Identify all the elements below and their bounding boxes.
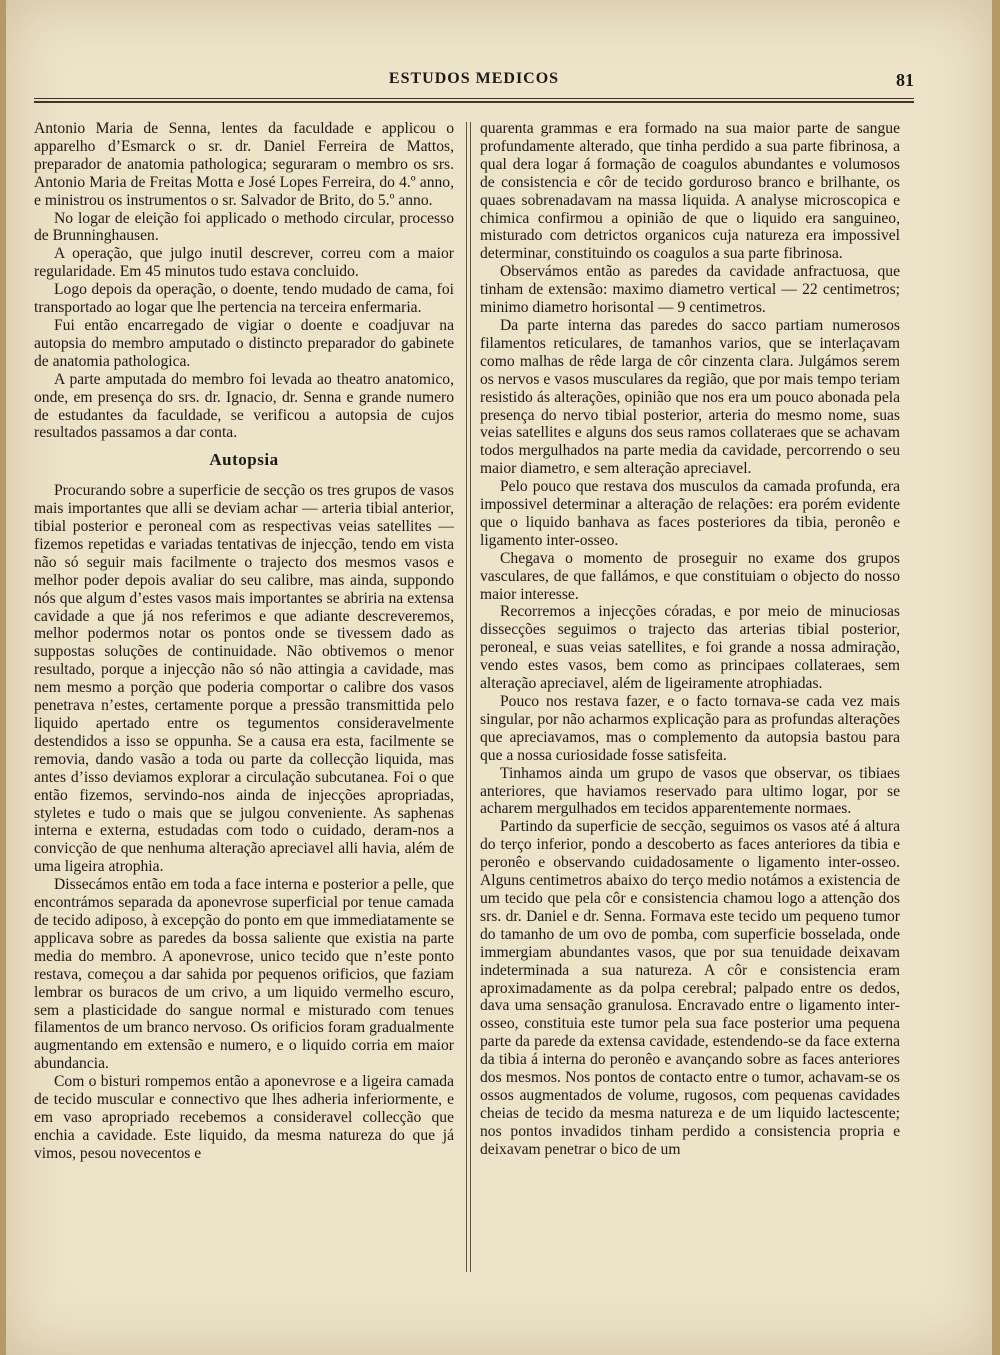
- paragraph: Da parte interna das paredes do sacco partiam numerosos filamentos reticulares, de tamanhos varios, que se interlaçavam como malhas de rêde larga de côr cinzenta clara. Julgámos serem os nervos e vasos musculares da região, que por mais tempo teriam resistido ás alterações, opinião que nos era um pouco abonada pela presença do nervo tibial posterior, arteria do mesmo nome, suas veias satellites e alguns dos seus ramos collateraes que se achavam todos mergulhados na parte media da cavidade, percorrendo o seu maior diametro, e sem alteração apreciavel.: [480, 316, 900, 478]
- paragraph: Procurando sobre a superficie de secção os tres grupos de vasos mais importantes que alli se deviam achar — arteria tibial anterior, tibial posterior e peroneal com as respectivas veias satellites — fizemos repetidas e variadas tentativas de injecção, tendo em vista não só seguir mais facilmente o trajecto dos mesmos vasos e melhor poder depois avaliar do seu calibre, mas ainda, suppondo nós que algum d’estes vasos mais importantes se abriria na extensa cavidade a que já nos referimos e que adiante descreveremos, melhor podermos notar os pontos onde se tivessem dado as suppostas soluções de continuidade. Não obtivemos o menor resultado, porque a injecção não só não attingia a cavidade, mas nem mesmo a porção que poderia comportar o calibre dos vasos penetrava n’estes, certamente porque a pressão transmittida pelo liquido apertado entre os tegumentos consideravelmente destendidos a isso se oppunha. Se a causa era esta, facilmente se removia, dando vasão a toda ou parte da collecção liquida, mas antes d’isso deviamos explorar a circulação subcutanea. Foi o que então fizemos, servindo-nos ainda de injecções apropriadas, styletes e tudo o mais que se julgou conveniente. As saphenas interna e externa, estudadas com todo o cuidado, deram-nos a convicção de que nenhuma alteração apreciavel alli havia, além de uma ligeira atrophia.: [34, 482, 454, 876]
- running-header: [34, 66, 914, 96]
- paragraph: No logar de eleição foi applicado o methodo circular, processo de Brunninghausen.: [34, 209, 454, 245]
- paragraph: Dissecámos então em toda a face interna e posterior a pelle, que encontrámos separada da aponevrose superficial por tenue camada de tecido adiposo, à excepção do ponto em que immediatamente se applicava sobre as paredes da bossa saliente que existia na parte media do membro. A aponevrose, unico tecido que n’este ponto restava, começou a dar sahida por pequenos orificios, que faziam lembrar os buracos de um crivo, a um liquido vermelho escuro, sem a plasticidade do sangue normal e misturado com tenues filamentos de um branco nervoso. Os orificios foram gradualmente augmentando em extensão e numero, e o liquido corria em maior abundancia.: [34, 876, 454, 1073]
- column-divider: [470, 122, 471, 1272]
- running-title: ESTUDOS MEDICOS: [388, 70, 560, 87]
- paragraph: A parte amputada do membro foi levada ao theatro anatomico, onde, em presença do srs. dr. Ignacio, dr. Senna e grande numero de estudantes da faculdade, se verificou a autopsia de cujos resultados passamos a dar conta.: [34, 370, 454, 442]
- header-rule-thick: [34, 101, 914, 103]
- paragraph: Tinhamos ainda um grupo de vasos que observar, os tibiaes anteriores, que haviamos reservado para ultimo logar, por se acharem mergulhados em tecidos apparentemente normaes.: [480, 764, 900, 818]
- paragraph: A operação, que julgo inutil descrever, correu com a maior regularidade. Em 45 minutos tudo estava concluido.: [34, 245, 454, 281]
- paragraph: Chegava o momento de proseguir no exame dos grupos vasculares, de que fallámos, e que constituiam o objecto do nosso maior interesse.: [480, 549, 900, 603]
- journal-page: [6, 0, 992, 1355]
- paragraph: Partindo da superficie de secção, seguimos os vasos até á altura do terço inferior, pondo a descoberto as faces anteriores da tibia e peronêo e observando cuidadosamente o ligamento inter-osseo. Alguns centimetros abaixo do terço medio notámos a existencia de um tecido que pela côr e consistencia chamou logo a attenção dos srs. dr. Daniel e dr. Senna. Formava este tecido um pequeno tumor do tamanho de um ovo de pomba, com superficie bosselada, onde immergiam abundantes vasos, que por sua tenuidade deixavam indeterminada a sua natureza. A côr e consistencia eram aproximadamente as da polpa cerebral; palpado entre os dedos, dava uma sensação granulosa. Encravado entre o ligamento inter-osseo, constituia este tumor pela sua face posterior uma pequena parte da parede da extensa cavidade, estendendo-se da face externa da tibia á interna do peronêo e avançando sobre as faces anteriores dos mesmos. Nos pontos de contacto entre o tumor, achavam-se os ossos augmentados de volume, rugosos, com pequenas cavidades cheias de tecido da mesma natureza e de um liquido lactescente; nos pontos invadidos tinham perdido a consistencia propria e deixavam penetrar o bico de um: [480, 818, 900, 1158]
- header-rule: [34, 98, 914, 99]
- section-heading: Autopsia: [209, 450, 279, 470]
- paragraph: Fui então encarregado de vigiar o doente e coadjuvar na autopsia do membro amputado o distincto preparador do gabinete de anatomia pathologica.: [34, 316, 454, 370]
- paragraph: Observámos então as paredes da cavidade anfractuosa, que tinham de extensão: maximo diametro vertical — 22 centimetros; minimo diametro horisontal — 9 centimetros.: [480, 263, 900, 317]
- paragraph: Recorremos a injecções córadas, e por meio de minuciosas dissecções seguimos o trajecto das arterias tibial posterior, peroneal, e suas veias satellites, e foi grande a nossa admiração, vendo estes vasos, bem como as principaes collateraes, sem alteração apreciavel, além de ligeiramente atrophiadas.: [480, 603, 900, 693]
- paragraph: Pelo pouco que restava dos musculos da camada profunda, era impossivel determinar a alteração de relações: era porém evidente que o liquido banhava as faces posteriores da tibia, peronêo e ligamento inter-osseo.: [480, 478, 900, 549]
- paragraph: Antonio Maria de Senna, lentes da faculdade e applicou o apparelho d’Esmarck o sr. dr. Daniel Ferreira de Mattos, preparador de anatomia pathologica; seguraram o membro os srs. Antonio Maria de Freitas Motta e José Lopes Ferreira, do 4.º anno, e ministrou os instrumentos o sr. Salvador de Brito, do 5.º anno.: [34, 120, 454, 209]
- column-divider: [466, 122, 467, 1272]
- paragraph: quarenta grammas e era formado na sua maior parte de sangue profundamente alterado, que tinha perdido a sua parte fibrinosa, a qual dera logar á formação de coagulos abundantes e volumosos de consistencia e côr de tecido gorduroso branco e brilhante, os quaes sobrenadavam na massa liquida. A analyse microscopica e chimica confirmou a opinião de que o liquido era sanguineo, misturado com detrictos organicos cuja natureza era impossivel determinar, constituindo os coagulos a sua parte fibrinosa.: [480, 120, 900, 263]
- paragraph: Logo depois da operação, o doente, tendo mudado de cama, foi transportado ao logar que lhe pertencia na terceira enfermaria.: [34, 281, 454, 317]
- right-column: [480, 120, 900, 1159]
- left-column: [34, 120, 454, 1163]
- paragraph: Pouco nos restava fazer, e o facto tornava-se cada vez mais singular, por não acharmos explicação para as profundas alterações que apreciavamos, mas o complemento da autopsia bastou para que a nossa curiosidade fosse satisfeita.: [480, 693, 900, 764]
- page-number: 81: [896, 70, 914, 90]
- paragraph: Com o bisturi rompemos então a aponevrose e a ligeira camada de tecido muscular e connectivo que lhes adheria inferiormente, e em vaso apropriado recebemos a consideravel collecção que enchia a cavidade. Este liquido, da mesma natureza do que já vimos, pesou novecentos e: [34, 1073, 454, 1162]
